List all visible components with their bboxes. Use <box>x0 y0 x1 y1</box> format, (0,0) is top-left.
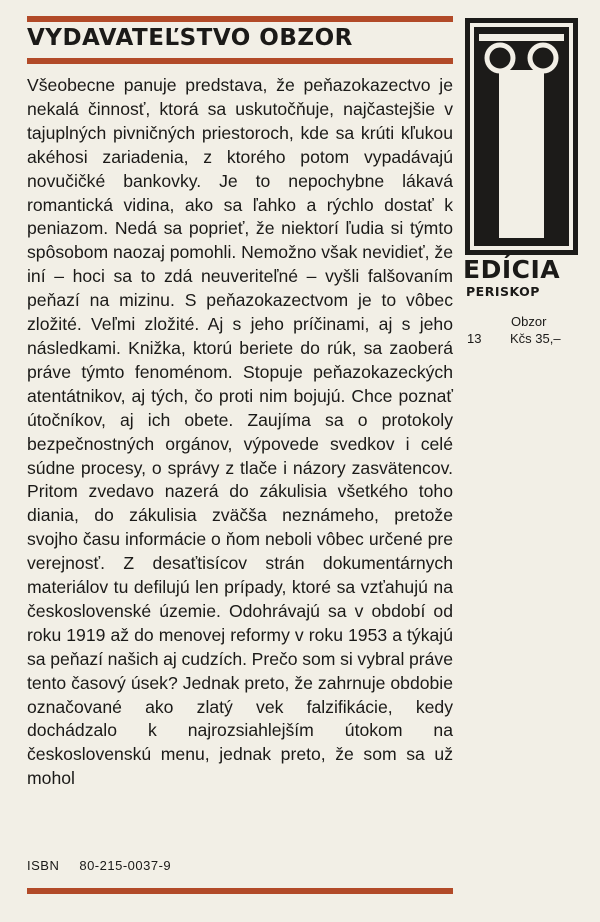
column-capital-icon <box>465 18 578 255</box>
series-name: PERISKOP <box>466 284 540 299</box>
blurb-text: Všeobecne panuje predstava, že peňazokazectvo je nekalá činnosť, ktorá sa uskutočňuje, najčastejšie v tajuplných pivničných priestoroch, kde sa krúti kľukou akéhosi zariadenia, z ktorého potom vypadávajú novučičké bankovky. Je to nepochybne lákavá romantická vidina, ako sa ľahko a rýchlo dostať k peniazom. Nedá sa poprieť, že niektorí ľudia si týmto spôsobom naozaj pomohli. Nemožno však nevidieť, že iní – hoci sa to zdá neuveriteľné – vyšli falšovaním peňazí na mizinu. S peňazokazectvom je to vôbec zložité. Veľmi zložité. Aj s jeho príčinami, aj s jeho následkami. Knižka, ktorú beriete do rúk, sa zaoberá práve týmto fenoménom. Stopuje peňazokazeckých atentátnikov, aj tých, čo proti nim bojujú. Chce poznať útočníkov, aj ich obete. Zaujíma sa o protokoly bezpečnostných orgánov, výpovede svedkov i celé súdne procesy, o správy z tlače i názory zasvätencov. Pritom zvedavo nazerá do zákulisia všetkého toho diania, do zákulisia zväčša neznámeho, pretože svojho času informácie o ňom neboli vôbec určené pre verejnosť. Z desaťtisícov strán dokumentárnych materiálov tu defilujú len prípady, ktoré sa vzťahujú na československé územie. Odohrávajú sa v období od roku 1919 až do menovej reformy v roku 1953 a týkajú sa peňazí našich aj cudzích. Prečo som si vybral práve tento časový úsek? Jednak preto, že zahrnuje obdobie označované ako zlatý vek falzifikácie, kedy dochádzalo k najrozsiahlejším útokom na československú menu, jednak preto, že som sa už mohol <box>27 75 453 789</box>
isbn-number: 80-215-0037-9 <box>79 858 172 873</box>
price-label: Kčs 35,– <box>510 331 561 346</box>
header-rule <box>27 58 453 64</box>
series-number: 13 <box>467 331 482 346</box>
bottom-rule <box>27 888 453 894</box>
publisher-heading: VYDAVATEĽSTVO OBZOR <box>27 25 353 51</box>
series-title: EDÍCIA <box>463 255 561 284</box>
isbn-line <box>27 858 191 873</box>
publisher-small: Obzor <box>511 314 547 329</box>
isbn-label: ISBN <box>27 858 60 873</box>
top-rule <box>27 16 453 22</box>
series-logo <box>465 18 578 255</box>
